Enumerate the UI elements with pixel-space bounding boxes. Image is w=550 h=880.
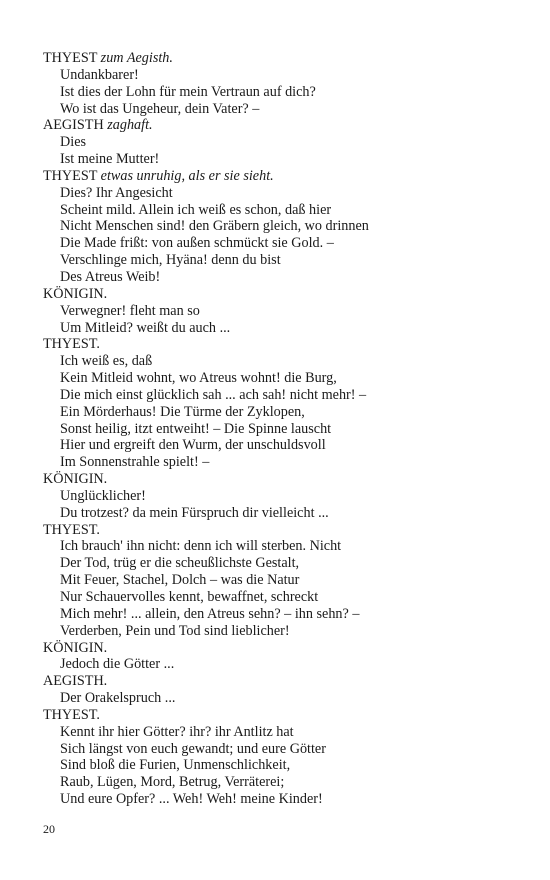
verse-line: Hier und ergreift den Wurm, der unschuldsvoll xyxy=(60,437,326,454)
verse-line: Jedoch die Götter ... xyxy=(60,656,175,673)
verse-line: Ich weiß es, daß xyxy=(60,353,153,370)
verse-line: Der Orakelspruch ... xyxy=(60,690,176,707)
verse-line: Sonst heilig, itzt entweiht! – Die Spinne lauscht xyxy=(60,420,332,437)
verse-line: Kennt ihr hier Götter? ihr? ihr Antlitz hat xyxy=(60,723,294,740)
speaker-line xyxy=(43,471,523,488)
speaker-name: THYEST xyxy=(43,167,98,184)
speaker-name: KÖNIGIN. xyxy=(43,285,108,302)
verse-line: Und eure Opfer? ... Weh! Weh! meine Kinder! xyxy=(60,791,323,808)
speaker-line xyxy=(43,117,523,134)
stage-direction: zum Aegisth. xyxy=(100,50,173,66)
verse-line: Raub, Lügen, Mord, Betrug, Verräterei; xyxy=(60,774,285,791)
speaker-line xyxy=(43,522,523,539)
verse-line: Nicht Menschen sind! den Gräbern gleich, wo drinnen xyxy=(60,218,369,235)
verse-line: Um Mitleid? weißt du auch ... xyxy=(60,319,231,336)
verse-line: Des Atreus Weib! xyxy=(60,268,161,285)
verse-line: Unglücklicher! xyxy=(60,487,146,504)
verse-line: Verschlinge mich, Hyäna! denn du bist xyxy=(60,252,281,269)
verse-line: Sind bloß die Furien, Unmenschlichkeit, xyxy=(60,757,291,774)
verse-line: Mit Feuer, Stachel, Dolch – was die Natur xyxy=(60,572,300,589)
stage-direction: etwas unruhig, als er sie sieht. xyxy=(100,167,274,184)
verse-line: Dies? Ihr Angesicht xyxy=(60,184,173,201)
verse-line: Nur Schauervolles kennt, bewaffnet, schreckt xyxy=(60,589,319,605)
verse-line: Die mich einst glücklich sah ... ach sah! nicht mehr! – xyxy=(60,386,367,403)
verse-line: Kein Mitleid wohnt, wo Atreus wohnt! die Burg, xyxy=(60,370,337,387)
verse-line: Ein Mörderhaus! Die Türme der Zyklopen, xyxy=(60,403,305,420)
verse-line: Der Tod, trüg er die scheußlichste Gestalt, xyxy=(60,555,300,572)
verse-line: Ist meine Mutter! xyxy=(60,151,160,168)
speaker-name: THYEST. xyxy=(43,336,100,353)
verse-line: Du trotzest? da mein Fürspruch dir vielleicht ... xyxy=(60,504,329,521)
verse-line: Scheint mild. Allein ich weiß es schon, daß hier xyxy=(60,201,332,218)
play-text xyxy=(43,50,523,808)
verse-line: Die Made frißt: von außen schmückt sie Gold. – xyxy=(60,235,334,252)
speaker-name: AEGISTH xyxy=(43,117,104,134)
speaker-line xyxy=(43,336,523,353)
stage-direction: zaghaft. xyxy=(107,117,153,134)
verse-line: Ist dies der Lohn für mein Vertraun auf dich? xyxy=(60,83,316,100)
verse-line: Verwegner! fleht man so xyxy=(60,302,200,319)
verse-line: Undankbarer! xyxy=(60,66,139,83)
speaker-line xyxy=(43,640,523,657)
verse-line: Ich brauch' ihn nicht: denn ich will sterben. Nicht xyxy=(60,538,342,555)
speaker-name: KÖNIGIN. xyxy=(43,471,108,488)
speaker-name: KÖNIGIN. xyxy=(43,639,108,656)
verse-line: Wo ist das Ungeheur, dein Vater? – xyxy=(60,100,260,117)
verse-line: Im Sonnenstrahle spielt! – xyxy=(60,454,210,471)
speaker-line xyxy=(43,673,523,690)
speaker-name: THYEST xyxy=(43,50,98,66)
verse-line: Mich mehr! ... allein, den Atreus sehn? – ihn sehn? – xyxy=(60,605,360,622)
speaker-name: THYEST. xyxy=(43,706,100,723)
verse-line: Sich längst von euch gewandt; und eure Götter xyxy=(60,740,326,757)
page-number: 20 xyxy=(43,822,55,836)
speaker-name: THYEST. xyxy=(43,521,100,538)
speaker-line xyxy=(43,707,523,724)
speaker-line xyxy=(43,50,523,67)
verse-line: Verderben, Pein und Tod sind lieblicher! xyxy=(60,622,290,639)
speaker-line xyxy=(43,286,523,303)
speaker-name: AEGISTH. xyxy=(43,673,108,690)
verse-line: Dies xyxy=(60,134,87,151)
speaker-line xyxy=(43,168,523,185)
